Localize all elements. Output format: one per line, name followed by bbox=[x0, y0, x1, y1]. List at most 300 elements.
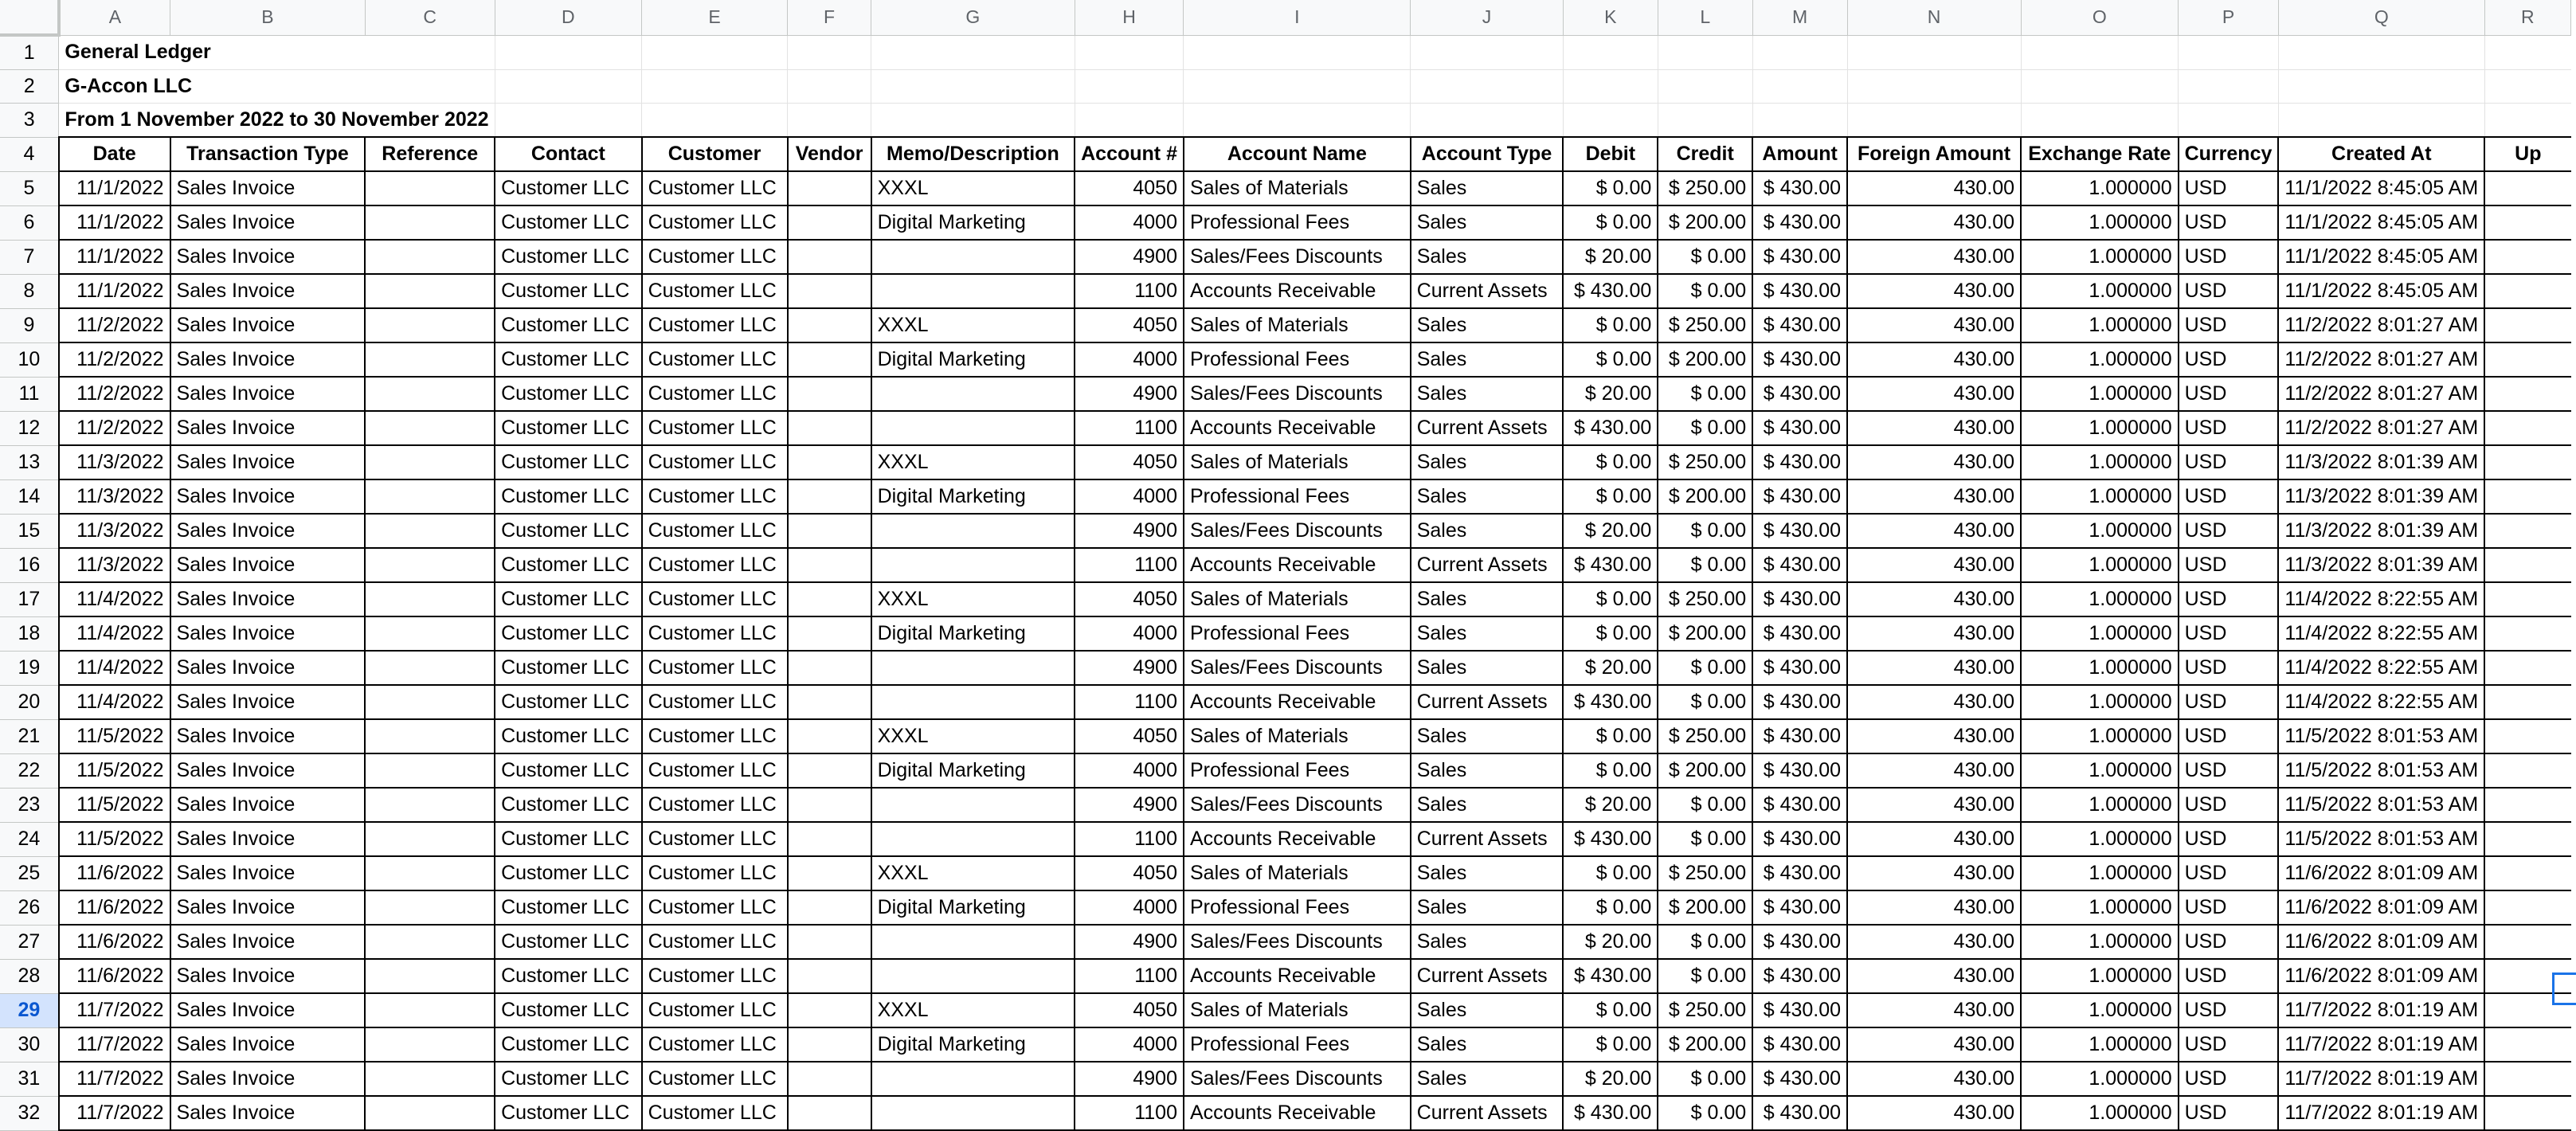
sheet-cell[interactable] bbox=[1075, 35, 1184, 70]
ledger-cell[interactable]: 11/7/2022 bbox=[59, 993, 170, 1027]
ledger-cell[interactable]: 430.00 bbox=[1847, 171, 2021, 205]
row-header[interactable]: 8 bbox=[0, 274, 59, 308]
ledger-cell[interactable]: USD bbox=[2179, 719, 2279, 753]
ledger-cell[interactable] bbox=[2484, 753, 2570, 788]
ledger-cell[interactable]: Sales Invoice bbox=[170, 890, 366, 925]
ledger-cell[interactable]: Customer LLC bbox=[495, 308, 642, 342]
ledger-cell[interactable]: Sales bbox=[1411, 925, 1564, 959]
ledger-cell[interactable]: 1.000000 bbox=[2021, 1062, 2179, 1096]
ledger-cell[interactable]: 11/2/2022 8:01:27 AM bbox=[2278, 308, 2484, 342]
row-header[interactable]: 5 bbox=[0, 171, 59, 205]
ledger-cell[interactable]: Sales Invoice bbox=[170, 685, 366, 719]
ledger-cell[interactable]: 430.00 bbox=[1847, 308, 2021, 342]
ledger-cell[interactable]: Current Assets bbox=[1411, 822, 1564, 856]
ledger-cell[interactable]: 11/3/2022 bbox=[59, 479, 170, 514]
row-header[interactable]: 3 bbox=[0, 104, 59, 138]
ledger-cell[interactable]: Sales Invoice bbox=[170, 479, 366, 514]
column-header-q[interactable]: Q bbox=[2278, 0, 2484, 35]
ledger-cell[interactable]: Sales Invoice bbox=[170, 411, 366, 445]
ledger-cell[interactable] bbox=[365, 479, 495, 514]
ledger-cell[interactable]: Accounts Receivable bbox=[1184, 274, 1411, 308]
ledger-cell[interactable]: Customer LLC bbox=[642, 788, 788, 822]
ledger-cell[interactable]: 4900 bbox=[1075, 788, 1184, 822]
ledger-cell[interactable] bbox=[365, 685, 495, 719]
ledger-cell[interactable]: 11/2/2022 bbox=[59, 377, 170, 411]
ledger-cell[interactable]: $ 430.00 bbox=[1752, 719, 1847, 753]
ledger-cell[interactable]: Sales/Fees Discounts bbox=[1184, 514, 1411, 548]
ledger-cell[interactable]: Accounts Receivable bbox=[1184, 959, 1411, 993]
row-header[interactable]: 24 bbox=[0, 822, 59, 856]
ledger-cell[interactable]: USD bbox=[2179, 788, 2279, 822]
ledger-cell[interactable]: $ 430.00 bbox=[1752, 925, 1847, 959]
ledger-cell[interactable]: Sales Invoice bbox=[170, 274, 366, 308]
ledger-cell[interactable]: $ 0.00 bbox=[1658, 651, 1752, 685]
ledger-cell[interactable]: 11/6/2022 bbox=[59, 925, 170, 959]
ledger-cell[interactable] bbox=[2484, 925, 2570, 959]
ledger-cell[interactable]: $ 0.00 bbox=[1563, 342, 1658, 377]
ledger-cell[interactable]: $ 430.00 bbox=[1752, 1096, 1847, 1130]
ledger-cell[interactable] bbox=[788, 1096, 871, 1130]
ledger-cell[interactable]: Sales Invoice bbox=[170, 1096, 366, 1130]
ledger-cell[interactable] bbox=[365, 240, 495, 274]
ledger-cell[interactable] bbox=[2484, 822, 2570, 856]
ledger-cell[interactable] bbox=[788, 377, 871, 411]
ledger-cell[interactable]: 1.000000 bbox=[2021, 651, 2179, 685]
ledger-cell[interactable] bbox=[365, 548, 495, 582]
sheet-cell[interactable] bbox=[1563, 35, 1658, 70]
sheet-cell[interactable] bbox=[642, 104, 788, 138]
sheet-cell[interactable] bbox=[1411, 104, 1564, 138]
ledger-cell[interactable]: Current Assets bbox=[1411, 411, 1564, 445]
ledger-cell[interactable]: 11/1/2022 bbox=[59, 205, 170, 240]
ledger-cell[interactable]: Sales bbox=[1411, 240, 1564, 274]
ledger-cell[interactable]: Customer LLC bbox=[642, 240, 788, 274]
column-title-cell[interactable]: Credit bbox=[1658, 137, 1752, 171]
ledger-cell[interactable]: 11/2/2022 8:01:27 AM bbox=[2278, 342, 2484, 377]
ledger-cell[interactable]: Sales Invoice bbox=[170, 240, 366, 274]
ledger-cell[interactable]: $ 20.00 bbox=[1563, 651, 1658, 685]
ledger-cell[interactable]: 11/7/2022 8:01:19 AM bbox=[2278, 993, 2484, 1027]
title-cell[interactable]: From 1 November 2022 to 30 November 2022 bbox=[59, 104, 495, 138]
ledger-cell[interactable] bbox=[365, 616, 495, 651]
column-header-l[interactable]: L bbox=[1658, 0, 1752, 35]
sheet-cell[interactable] bbox=[2484, 70, 2570, 104]
sheet-cell[interactable] bbox=[495, 70, 642, 104]
sheet-cell[interactable] bbox=[1658, 35, 1752, 70]
ledger-cell[interactable]: Sales bbox=[1411, 616, 1564, 651]
ledger-cell[interactable] bbox=[871, 685, 1075, 719]
ledger-cell[interactable]: Sales of Materials bbox=[1184, 308, 1411, 342]
ledger-cell[interactable]: 430.00 bbox=[1847, 514, 2021, 548]
ledger-cell[interactable]: $ 430.00 bbox=[1752, 411, 1847, 445]
ledger-cell[interactable]: $ 0.00 bbox=[1658, 925, 1752, 959]
row-header[interactable]: 16 bbox=[0, 548, 59, 582]
ledger-cell[interactable]: Customer LLC bbox=[495, 342, 642, 377]
ledger-cell[interactable]: XXXL bbox=[871, 582, 1075, 616]
ledger-cell[interactable]: $ 0.00 bbox=[1563, 445, 1658, 479]
ledger-cell[interactable] bbox=[788, 240, 871, 274]
ledger-cell[interactable] bbox=[2484, 171, 2570, 205]
ledger-cell[interactable]: USD bbox=[2179, 308, 2279, 342]
ledger-cell[interactable]: Sales bbox=[1411, 719, 1564, 753]
ledger-cell[interactable]: 430.00 bbox=[1847, 1096, 2021, 1130]
column-title-cell[interactable]: Currency bbox=[2179, 137, 2279, 171]
ledger-cell[interactable]: 430.00 bbox=[1847, 651, 2021, 685]
sheet-cell[interactable] bbox=[1563, 104, 1658, 138]
ledger-cell[interactable]: Customer LLC bbox=[495, 548, 642, 582]
sheet-cell[interactable] bbox=[495, 104, 642, 138]
sheet-cell[interactable] bbox=[1752, 35, 1847, 70]
ledger-cell[interactable]: Sales Invoice bbox=[170, 1062, 366, 1096]
ledger-cell[interactable] bbox=[788, 342, 871, 377]
ledger-cell[interactable]: $ 250.00 bbox=[1658, 308, 1752, 342]
ledger-cell[interactable]: 11/4/2022 bbox=[59, 582, 170, 616]
ledger-cell[interactable] bbox=[871, 377, 1075, 411]
ledger-cell[interactable]: 11/4/2022 bbox=[59, 616, 170, 651]
ledger-cell[interactable]: USD bbox=[2179, 753, 2279, 788]
ledger-cell[interactable]: 1100 bbox=[1075, 274, 1184, 308]
sheet-cell[interactable] bbox=[1658, 70, 1752, 104]
ledger-cell[interactable]: Customer LLC bbox=[495, 1027, 642, 1062]
ledger-cell[interactable]: Digital Marketing bbox=[871, 205, 1075, 240]
ledger-cell[interactable]: Sales bbox=[1411, 445, 1564, 479]
row-header[interactable]: 4 bbox=[0, 137, 59, 171]
ledger-cell[interactable]: 1.000000 bbox=[2021, 890, 2179, 925]
ledger-cell[interactable]: 11/3/2022 bbox=[59, 445, 170, 479]
ledger-cell[interactable]: Professional Fees bbox=[1184, 890, 1411, 925]
ledger-cell[interactable]: 1.000000 bbox=[2021, 171, 2179, 205]
ledger-cell[interactable]: $ 430.00 bbox=[1752, 788, 1847, 822]
ledger-cell[interactable]: Customer LLC bbox=[495, 719, 642, 753]
sheet-cell[interactable] bbox=[2179, 70, 2279, 104]
ledger-cell[interactable]: 1.000000 bbox=[2021, 548, 2179, 582]
ledger-cell[interactable]: 1100 bbox=[1075, 1096, 1184, 1130]
ledger-cell[interactable]: 430.00 bbox=[1847, 890, 2021, 925]
ledger-cell[interactable]: Sales/Fees Discounts bbox=[1184, 1062, 1411, 1096]
ledger-cell[interactable]: $ 430.00 bbox=[1752, 822, 1847, 856]
ledger-cell[interactable]: $ 0.00 bbox=[1563, 1027, 1658, 1062]
ledger-cell[interactable]: $ 0.00 bbox=[1563, 308, 1658, 342]
ledger-cell[interactable]: 4900 bbox=[1075, 514, 1184, 548]
column-title-cell[interactable]: Amount bbox=[1752, 137, 1847, 171]
column-title-cell[interactable]: Account # bbox=[1075, 137, 1184, 171]
column-header-i[interactable]: I bbox=[1184, 0, 1411, 35]
ledger-cell[interactable]: $ 250.00 bbox=[1658, 171, 1752, 205]
ledger-cell[interactable]: USD bbox=[2179, 445, 2279, 479]
ledger-cell[interactable] bbox=[365, 822, 495, 856]
ledger-cell[interactable]: 430.00 bbox=[1847, 685, 2021, 719]
ledger-cell[interactable]: USD bbox=[2179, 514, 2279, 548]
ledger-cell[interactable]: $ 430.00 bbox=[1563, 274, 1658, 308]
row-header[interactable]: 17 bbox=[0, 582, 59, 616]
ledger-cell[interactable]: 11/1/2022 8:45:05 AM bbox=[2278, 274, 2484, 308]
ledger-cell[interactable] bbox=[871, 274, 1075, 308]
ledger-cell[interactable]: 430.00 bbox=[1847, 240, 2021, 274]
ledger-cell[interactable]: Accounts Receivable bbox=[1184, 411, 1411, 445]
ledger-cell[interactable]: $ 0.00 bbox=[1658, 822, 1752, 856]
ledger-cell[interactable] bbox=[788, 411, 871, 445]
ledger-cell[interactable]: Customer LLC bbox=[642, 616, 788, 651]
ledger-cell[interactable] bbox=[365, 719, 495, 753]
ledger-cell[interactable]: Current Assets bbox=[1411, 685, 1564, 719]
ledger-cell[interactable] bbox=[365, 959, 495, 993]
ledger-cell[interactable] bbox=[2484, 1027, 2570, 1062]
row-header[interactable]: 14 bbox=[0, 479, 59, 514]
ledger-cell[interactable]: Customer LLC bbox=[642, 411, 788, 445]
ledger-cell[interactable]: Sales bbox=[1411, 753, 1564, 788]
ledger-cell[interactable]: 1.000000 bbox=[2021, 719, 2179, 753]
ledger-cell[interactable] bbox=[2484, 1062, 2570, 1096]
ledger-cell[interactable]: Sales bbox=[1411, 993, 1564, 1027]
ledger-cell[interactable]: Customer LLC bbox=[495, 959, 642, 993]
ledger-cell[interactable]: Sales bbox=[1411, 171, 1564, 205]
ledger-cell[interactable]: $ 430.00 bbox=[1752, 856, 1847, 890]
ledger-cell[interactable]: XXXL bbox=[871, 171, 1075, 205]
sheet-cell[interactable] bbox=[871, 35, 1075, 70]
ledger-cell[interactable]: 1.000000 bbox=[2021, 753, 2179, 788]
ledger-cell[interactable]: $ 20.00 bbox=[1563, 925, 1658, 959]
row-header[interactable]: 30 bbox=[0, 1027, 59, 1062]
ledger-cell[interactable]: 11/3/2022 bbox=[59, 548, 170, 582]
ledger-cell[interactable]: $ 430.00 bbox=[1563, 411, 1658, 445]
column-title-cell[interactable]: Account Type bbox=[1411, 137, 1564, 171]
ledger-cell[interactable]: 11/1/2022 8:45:05 AM bbox=[2278, 205, 2484, 240]
ledger-cell[interactable] bbox=[2484, 788, 2570, 822]
ledger-cell[interactable]: Customer LLC bbox=[495, 993, 642, 1027]
ledger-cell[interactable]: Sales Invoice bbox=[170, 856, 366, 890]
ledger-cell[interactable] bbox=[788, 890, 871, 925]
ledger-cell[interactable]: $ 0.00 bbox=[1563, 616, 1658, 651]
ledger-cell[interactable]: $ 0.00 bbox=[1563, 890, 1658, 925]
ledger-cell[interactable]: Digital Marketing bbox=[871, 479, 1075, 514]
ledger-cell[interactable]: 430.00 bbox=[1847, 856, 2021, 890]
ledger-cell[interactable]: 430.00 bbox=[1847, 959, 2021, 993]
ledger-cell[interactable]: 4050 bbox=[1075, 719, 1184, 753]
ledger-cell[interactable]: $ 430.00 bbox=[1752, 274, 1847, 308]
ledger-cell[interactable] bbox=[788, 856, 871, 890]
title-cell[interactable]: G-Accon LLC bbox=[59, 70, 495, 104]
ledger-cell[interactable]: USD bbox=[2179, 856, 2279, 890]
ledger-cell[interactable]: Customer LLC bbox=[642, 548, 788, 582]
sheet-cell[interactable] bbox=[1184, 104, 1411, 138]
ledger-cell[interactable]: USD bbox=[2179, 1027, 2279, 1062]
ledger-cell[interactable]: USD bbox=[2179, 1096, 2279, 1130]
ledger-cell[interactable] bbox=[788, 685, 871, 719]
ledger-cell[interactable]: $ 0.00 bbox=[1658, 411, 1752, 445]
ledger-cell[interactable]: Customer LLC bbox=[642, 582, 788, 616]
ledger-cell[interactable]: 1.000000 bbox=[2021, 1096, 2179, 1130]
column-header-e[interactable]: E bbox=[642, 0, 788, 35]
ledger-cell[interactable]: 11/1/2022 bbox=[59, 171, 170, 205]
ledger-cell[interactable]: Sales/Fees Discounts bbox=[1184, 240, 1411, 274]
ledger-cell[interactable]: Sales of Materials bbox=[1184, 582, 1411, 616]
ledger-cell[interactable]: 4000 bbox=[1075, 1027, 1184, 1062]
ledger-cell[interactable]: USD bbox=[2179, 411, 2279, 445]
row-header[interactable]: 21 bbox=[0, 719, 59, 753]
ledger-cell[interactable]: 1.000000 bbox=[2021, 308, 2179, 342]
ledger-cell[interactable]: 430.00 bbox=[1847, 993, 2021, 1027]
ledger-cell[interactable]: Sales Invoice bbox=[170, 993, 366, 1027]
ledger-cell[interactable]: Sales bbox=[1411, 514, 1564, 548]
ledger-cell[interactable]: 11/6/2022 8:01:09 AM bbox=[2278, 856, 2484, 890]
ledger-cell[interactable]: 1100 bbox=[1075, 548, 1184, 582]
ledger-cell[interactable]: Customer LLC bbox=[495, 753, 642, 788]
ledger-cell[interactable]: Customer LLC bbox=[642, 479, 788, 514]
ledger-cell[interactable]: $ 430.00 bbox=[1752, 205, 1847, 240]
ledger-cell[interactable]: 1.000000 bbox=[2021, 240, 2179, 274]
ledger-cell[interactable]: Sales/Fees Discounts bbox=[1184, 377, 1411, 411]
column-title-cell[interactable]: Date bbox=[59, 137, 170, 171]
ledger-cell[interactable]: 11/1/2022 8:45:05 AM bbox=[2278, 171, 2484, 205]
ledger-cell[interactable] bbox=[2484, 1096, 2570, 1130]
ledger-cell[interactable]: XXXL bbox=[871, 445, 1075, 479]
ledger-cell[interactable]: Customer LLC bbox=[642, 925, 788, 959]
ledger-cell[interactable]: USD bbox=[2179, 582, 2279, 616]
ledger-cell[interactable]: Customer LLC bbox=[642, 685, 788, 719]
ledger-cell[interactable]: $ 430.00 bbox=[1752, 240, 1847, 274]
ledger-cell[interactable]: Sales Invoice bbox=[170, 445, 366, 479]
ledger-cell[interactable]: 1.000000 bbox=[2021, 514, 2179, 548]
ledger-cell[interactable] bbox=[2484, 342, 2570, 377]
sheet-cell[interactable] bbox=[642, 35, 788, 70]
ledger-cell[interactable]: 4000 bbox=[1075, 342, 1184, 377]
column-header-j[interactable]: J bbox=[1411, 0, 1564, 35]
ledger-cell[interactable]: 4000 bbox=[1075, 616, 1184, 651]
ledger-cell[interactable]: Professional Fees bbox=[1184, 1027, 1411, 1062]
ledger-cell[interactable] bbox=[871, 651, 1075, 685]
ledger-cell[interactable]: 430.00 bbox=[1847, 411, 2021, 445]
ledger-cell[interactable]: 11/6/2022 bbox=[59, 959, 170, 993]
sheet-cell[interactable] bbox=[1658, 104, 1752, 138]
ledger-cell[interactable]: Professional Fees bbox=[1184, 342, 1411, 377]
ledger-cell[interactable]: $ 250.00 bbox=[1658, 993, 1752, 1027]
ledger-cell[interactable]: 4000 bbox=[1075, 753, 1184, 788]
ledger-cell[interactable] bbox=[365, 445, 495, 479]
ledger-cell[interactable]: Customer LLC bbox=[495, 445, 642, 479]
ledger-cell[interactable]: Current Assets bbox=[1411, 1096, 1564, 1130]
ledger-cell[interactable]: $ 0.00 bbox=[1658, 685, 1752, 719]
ledger-cell[interactable]: 430.00 bbox=[1847, 445, 2021, 479]
sheet-cell[interactable] bbox=[788, 70, 871, 104]
column-header-n[interactable]: N bbox=[1847, 0, 2021, 35]
column-title-cell[interactable]: Vendor bbox=[788, 137, 871, 171]
ledger-cell[interactable]: Sales/Fees Discounts bbox=[1184, 788, 1411, 822]
ledger-cell[interactable]: 11/4/2022 bbox=[59, 685, 170, 719]
ledger-cell[interactable] bbox=[365, 993, 495, 1027]
ledger-cell[interactable] bbox=[365, 411, 495, 445]
ledger-cell[interactable]: 1.000000 bbox=[2021, 993, 2179, 1027]
ledger-cell[interactable] bbox=[788, 514, 871, 548]
ledger-cell[interactable]: Customer LLC bbox=[642, 377, 788, 411]
ledger-cell[interactable] bbox=[871, 959, 1075, 993]
column-title-cell[interactable]: Up bbox=[2484, 137, 2570, 171]
ledger-cell[interactable] bbox=[871, 1062, 1075, 1096]
ledger-cell[interactable]: Customer LLC bbox=[642, 822, 788, 856]
ledger-cell[interactable]: USD bbox=[2179, 925, 2279, 959]
ledger-cell[interactable]: Customer LLC bbox=[495, 274, 642, 308]
ledger-cell[interactable]: $ 250.00 bbox=[1658, 856, 1752, 890]
ledger-cell[interactable]: $ 430.00 bbox=[1752, 993, 1847, 1027]
ledger-cell[interactable]: USD bbox=[2179, 479, 2279, 514]
ledger-cell[interactable]: Digital Marketing bbox=[871, 616, 1075, 651]
ledger-cell[interactable]: 4900 bbox=[1075, 1062, 1184, 1096]
ledger-cell[interactable]: $ 430.00 bbox=[1563, 959, 1658, 993]
ledger-cell[interactable]: Customer LLC bbox=[642, 514, 788, 548]
ledger-cell[interactable]: Customer LLC bbox=[642, 274, 788, 308]
ledger-cell[interactable]: $ 0.00 bbox=[1563, 205, 1658, 240]
ledger-cell[interactable] bbox=[365, 1096, 495, 1130]
ledger-cell[interactable]: Customer LLC bbox=[495, 925, 642, 959]
ledger-cell[interactable] bbox=[788, 651, 871, 685]
ledger-cell[interactable]: 11/3/2022 8:01:39 AM bbox=[2278, 514, 2484, 548]
ledger-cell[interactable]: $ 0.00 bbox=[1658, 514, 1752, 548]
ledger-cell[interactable]: 4050 bbox=[1075, 171, 1184, 205]
ledger-cell[interactable]: Customer LLC bbox=[495, 582, 642, 616]
ledger-cell[interactable] bbox=[788, 616, 871, 651]
ledger-cell[interactable]: $ 0.00 bbox=[1658, 788, 1752, 822]
ledger-cell[interactable]: $ 20.00 bbox=[1563, 377, 1658, 411]
sheet-cell[interactable] bbox=[1075, 104, 1184, 138]
ledger-cell[interactable]: USD bbox=[2179, 616, 2279, 651]
ledger-cell[interactable]: 1.000000 bbox=[2021, 411, 2179, 445]
ledger-cell[interactable]: $ 430.00 bbox=[1563, 822, 1658, 856]
row-header[interactable]: 15 bbox=[0, 514, 59, 548]
ledger-cell[interactable]: Current Assets bbox=[1411, 959, 1564, 993]
ledger-cell[interactable] bbox=[788, 205, 871, 240]
ledger-cell[interactable] bbox=[2484, 856, 2570, 890]
row-header[interactable]: 10 bbox=[0, 342, 59, 377]
ledger-cell[interactable] bbox=[2484, 890, 2570, 925]
ledger-cell[interactable]: Sales Invoice bbox=[170, 514, 366, 548]
ledger-cell[interactable]: Sales Invoice bbox=[170, 582, 366, 616]
ledger-cell[interactable] bbox=[2484, 616, 2570, 651]
ledger-cell[interactable]: 1.000000 bbox=[2021, 1027, 2179, 1062]
ledger-cell[interactable]: 1100 bbox=[1075, 685, 1184, 719]
ledger-cell[interactable]: Sales Invoice bbox=[170, 171, 366, 205]
ledger-cell[interactable] bbox=[365, 1062, 495, 1096]
ledger-cell[interactable]: Sales Invoice bbox=[170, 651, 366, 685]
ledger-cell[interactable]: Professional Fees bbox=[1184, 616, 1411, 651]
ledger-cell[interactable]: 11/6/2022 8:01:09 AM bbox=[2278, 890, 2484, 925]
sheet-cell[interactable] bbox=[1075, 70, 1184, 104]
ledger-cell[interactable]: Sales Invoice bbox=[170, 342, 366, 377]
ledger-cell[interactable]: Current Assets bbox=[1411, 274, 1564, 308]
ledger-cell[interactable]: Customer LLC bbox=[495, 616, 642, 651]
ledger-cell[interactable]: Sales Invoice bbox=[170, 205, 366, 240]
ledger-cell[interactable]: Sales Invoice bbox=[170, 377, 366, 411]
ledger-cell[interactable]: Sales Invoice bbox=[170, 959, 366, 993]
ledger-cell[interactable] bbox=[788, 925, 871, 959]
ledger-cell[interactable]: $ 430.00 bbox=[1752, 651, 1847, 685]
ledger-cell[interactable]: 1.000000 bbox=[2021, 342, 2179, 377]
ledger-cell[interactable] bbox=[2484, 240, 2570, 274]
ledger-cell[interactable]: 1.000000 bbox=[2021, 788, 2179, 822]
ledger-cell[interactable]: 11/7/2022 8:01:19 AM bbox=[2278, 1027, 2484, 1062]
ledger-cell[interactable] bbox=[2484, 582, 2570, 616]
sheet-cell[interactable] bbox=[1847, 104, 2021, 138]
ledger-cell[interactable]: $ 250.00 bbox=[1658, 445, 1752, 479]
ledger-cell[interactable]: USD bbox=[2179, 959, 2279, 993]
ledger-cell[interactable]: $ 0.00 bbox=[1563, 993, 1658, 1027]
ledger-cell[interactable]: 11/1/2022 bbox=[59, 274, 170, 308]
ledger-cell[interactable]: Customer LLC bbox=[495, 890, 642, 925]
ledger-cell[interactable]: Accounts Receivable bbox=[1184, 1096, 1411, 1130]
row-header[interactable]: 28 bbox=[0, 959, 59, 993]
ledger-cell[interactable]: Sales Invoice bbox=[170, 788, 366, 822]
ledger-cell[interactable]: Accounts Receivable bbox=[1184, 548, 1411, 582]
ledger-cell[interactable] bbox=[788, 788, 871, 822]
ledger-cell[interactable]: 430.00 bbox=[1847, 377, 2021, 411]
